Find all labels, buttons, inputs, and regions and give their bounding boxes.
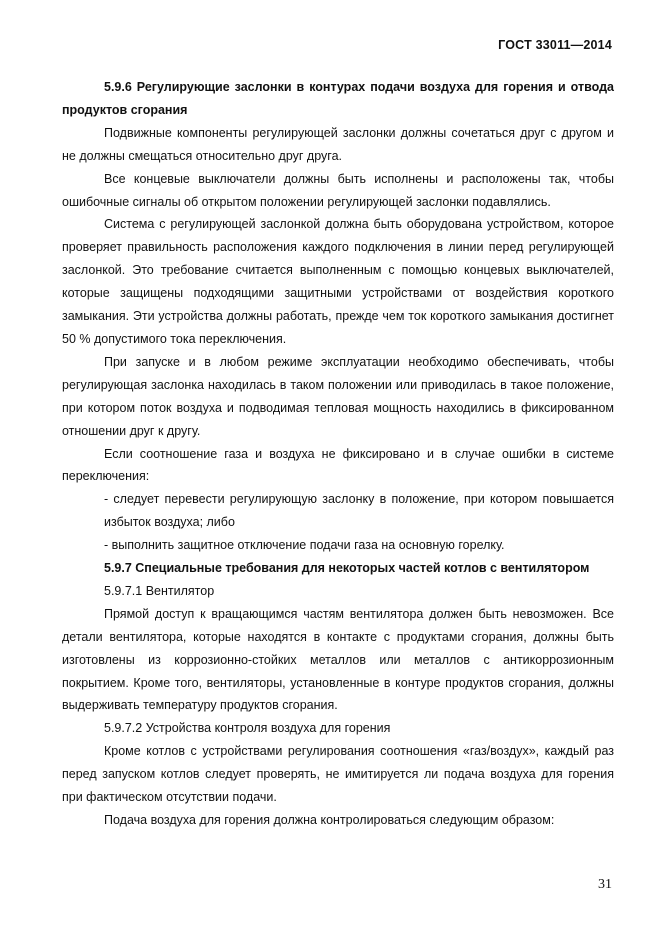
paragraph: Подвижные компоненты регулирующей заслонки должны сочетаться друг с другом и не должны смещаться относительно друг друга.	[62, 125, 614, 163]
paragraph: Система с регулирующей заслонкой должна быть оборудована устройством, которое проверяет правильность расположения каждого подключения в линии перед регулирующей заслонкой. Это требование считается выполненным с помощью концевых выключателей, которые защищены подходящими защитными устройствами от воздействия короткого замыкания. Эти устройства должны работать, прежде чем ток короткого замыкания достигнет 50 % допустимого тока переключения.	[62, 217, 614, 346]
document-body	[62, 76, 614, 832]
paragraph: Кроме котлов с устройствами регулирования соотношения «газ/воздух», каждый раз перед запуском котлов следует проверять, не имитируется ли подача воздуха для горения при фактическом отсутствии подачи.	[62, 744, 614, 805]
paragraph: При запуске и в любом режиме эксплуатации необходимо обеспечивать, чтобы регулирующая заслонка находилась в таком положении или приводилась в такое положение, при котором поток воздуха и подводимая тепловая мощность находились в фиксированном отношении друг к другу.	[62, 354, 614, 438]
page-number: 31	[598, 877, 612, 892]
paragraph: Если соотношение газа и воздуха не фиксировано и в случае ошибки в системе переключения:	[62, 446, 614, 484]
paragraph: Прямой доступ к вращающимся частям вентилятора должен быть невозможен. Все детали вентилятора, которые находятся в контакте с продуктами сгорания, должны быть изготовлены из коррозионно-стойких металлов или металлов с антикоррозионным покрытием. Кроме того, вентиляторы, установленные в контуре продуктов сгорания, должны выдерживать температуру продуктов сгорания.	[62, 606, 614, 713]
section-heading-5-9-7: 5.9.7 Специальные требования для некоторых частей котлов с вентилятором	[104, 561, 590, 576]
document-header: ГОСТ 33011—2014	[498, 38, 612, 52]
subsection-heading-5-9-7-1: 5.9.7.1 Вентилятор	[104, 583, 215, 598]
list-item: - следует перевести регулирующую заслонку в положение, при котором повышается избыток воздуха; либо	[104, 492, 614, 530]
list-item: - выполнить защитное отключение подачи газа на основную горелку.	[104, 538, 505, 553]
paragraph: Все концевые выключатели должны быть исполнены и расположены так, чтобы ошибочные сигналы об открытом положении регулирующей заслонки подавлялись.	[62, 171, 614, 209]
paragraph: Подача воздуха для горения должна контролироваться следующим образом:	[104, 813, 555, 827]
subsection-heading-5-9-7-2: 5.9.7.2 Устройства контроля воздуха для горения	[104, 721, 391, 736]
section-heading-5-9-6: 5.9.6 Регулирующие заслонки в контурах подачи воздуха для горения и отвода продуктов сгорания	[62, 80, 614, 117]
